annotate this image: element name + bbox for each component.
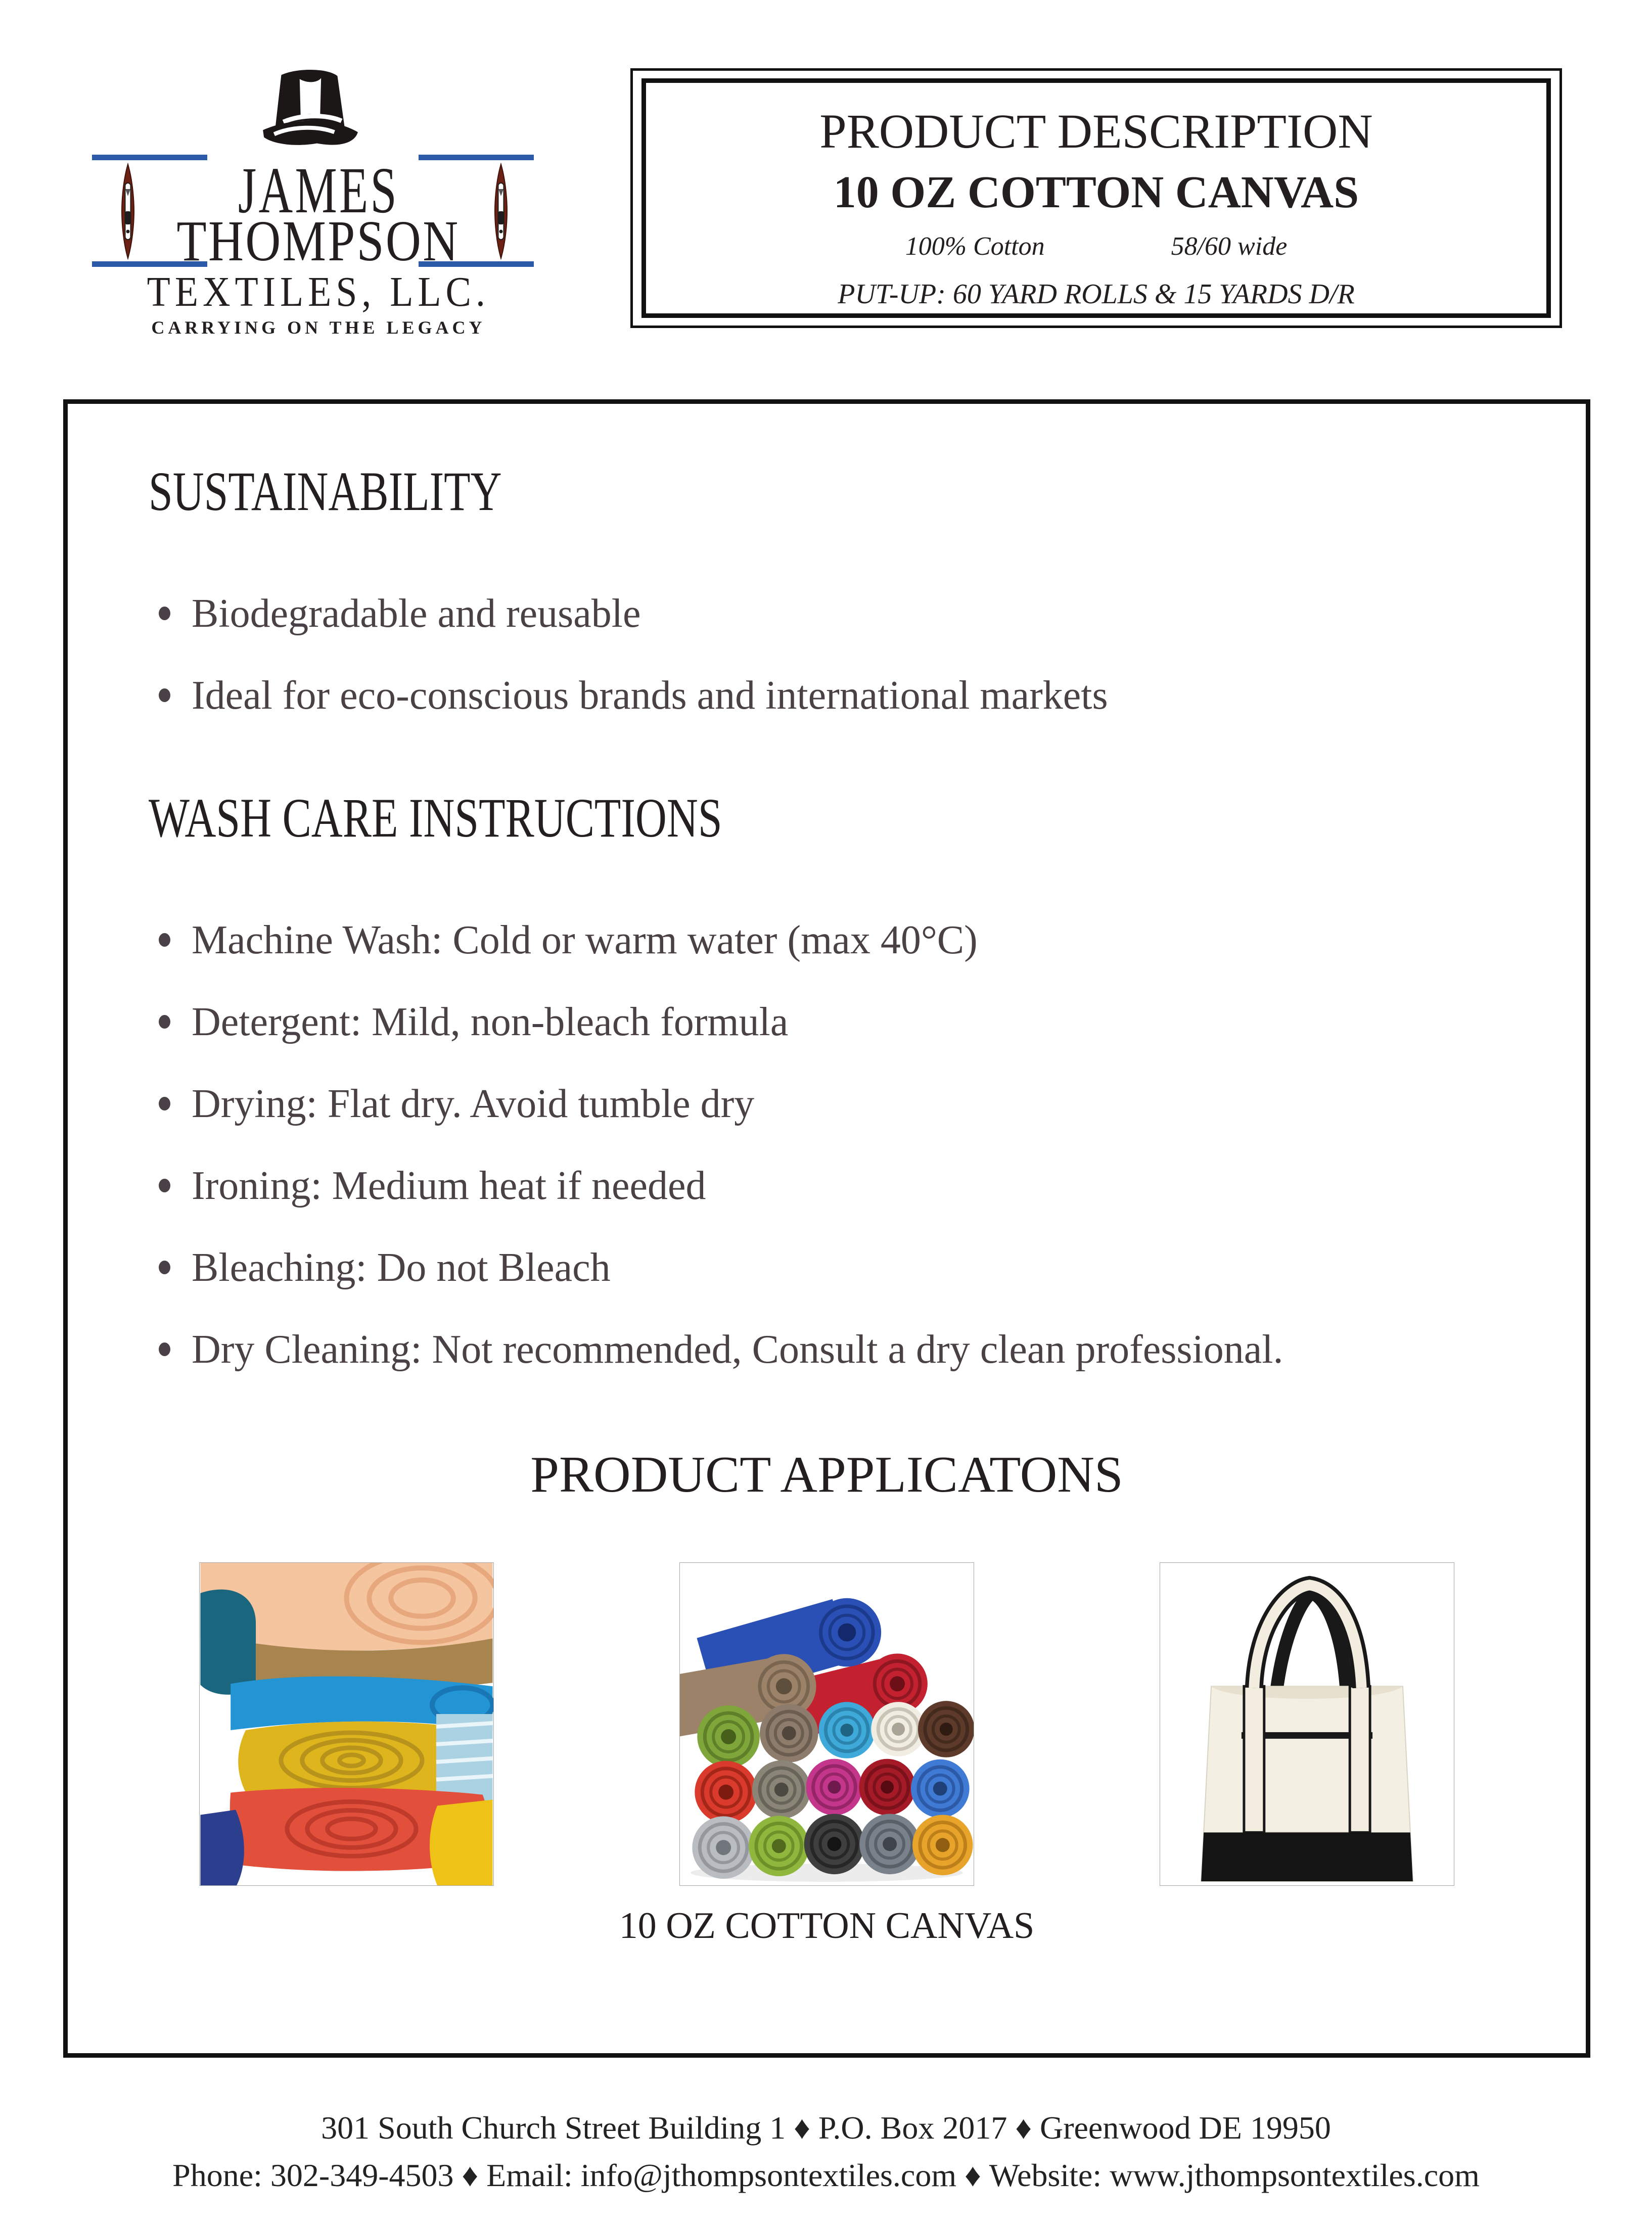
bullet-dot	[159, 1097, 170, 1110]
diamond-separator: ♦	[794, 2110, 810, 2146]
tote-bag-illustration	[1160, 1563, 1454, 1885]
footer-website: Website: www.jthompsontextiles.com	[989, 2157, 1480, 2193]
bullet-dot	[159, 1261, 170, 1274]
bullet-text: Biodegradable and reusable	[192, 591, 641, 636]
top-hat-icon	[257, 67, 364, 158]
bullet-dot	[159, 1342, 170, 1356]
list-item	[149, 592, 1505, 635]
footer-address-line	[0, 2109, 1652, 2148]
logo-name-line2: THOMPSON	[176, 209, 461, 273]
list-item	[149, 674, 1505, 717]
product-specs	[646, 234, 1546, 260]
company-logo	[86, 60, 551, 358]
list-item	[149, 919, 1505, 961]
list-item	[149, 1001, 1505, 1043]
list-item	[149, 1328, 1505, 1371]
bullet-text: Drying: Flat dry. Avoid tumble dry	[192, 1082, 755, 1126]
bullet-dot	[159, 607, 170, 620]
sustainability-list	[149, 592, 1505, 717]
logo-name-line3: TEXTILES, LLC.	[147, 268, 490, 315]
footer-city: Greenwood DE 19950	[1039, 2110, 1331, 2146]
footer-contact-line	[0, 2156, 1652, 2195]
product-name: 10 OZ COTTON CANVAS	[833, 167, 1359, 217]
logo-name-line1: JAMES	[238, 154, 399, 227]
list-item	[149, 1165, 1505, 1207]
bullet-text: Dry Cleaning: Not recommended, Consult a dry clean professional.	[192, 1327, 1283, 1372]
applications-heading: PRODUCT APPLICATONS	[530, 1446, 1123, 1503]
bullet-text: Bleaching: Do not Bleach	[192, 1245, 611, 1290]
sustainability-heading: SUSTAINABILITY	[149, 460, 502, 522]
diamond-separator: ♦	[1015, 2110, 1032, 2146]
bullet-dot	[159, 1015, 170, 1029]
wash-care-heading: WASH CARE INSTRUCTIONS	[149, 787, 722, 849]
bullet-dot	[159, 688, 170, 702]
footer-pobox: P.O. Box 2017	[818, 2110, 1007, 2146]
logo-tagline: CARRYING ON THE LEGACY	[151, 317, 486, 338]
product-description-inner-border	[641, 78, 1551, 318]
list-item	[149, 1083, 1505, 1125]
fabric-rolls-image	[199, 1562, 494, 1886]
fabric-rolls-illustration	[200, 1563, 493, 1885]
bullet-dot	[159, 933, 170, 947]
product-putup: PUT-UP: 60 YARD ROLLS & 15 YARDS D/R	[838, 279, 1355, 310]
bullet-text: Ironing: Medium heat if needed	[192, 1164, 706, 1208]
bullet-text: Ideal for eco-conscious brands and international markets	[192, 673, 1108, 718]
bullet-dot	[159, 1179, 170, 1192]
product-description-title: PRODUCT DESCRIPTION	[819, 104, 1373, 158]
spec-width: 58/60 wide	[1171, 232, 1288, 261]
wash-care-list	[149, 919, 1505, 1371]
spec-fiber: 100% Cotton	[905, 232, 1045, 261]
diamond-separator: ♦	[965, 2157, 981, 2193]
image-caption: 10 OZ COTTON CANVAS	[619, 1905, 1035, 1947]
footer-street: 301 South Church Street Building 1	[321, 2110, 786, 2146]
felt-rolls-illustration	[680, 1563, 974, 1885]
tote-bag-image	[1160, 1562, 1454, 1886]
felt-rolls-image	[679, 1562, 974, 1886]
content-box	[63, 399, 1590, 2058]
footer-phone: Phone: 302-349-4503	[172, 2157, 454, 2193]
footer-email: Email: info@jthompsontextiles.com	[486, 2157, 957, 2193]
diamond-separator: ♦	[462, 2157, 479, 2193]
applications-image-row	[149, 1562, 1505, 1886]
bullet-text: Detergent: Mild, non-bleach formula	[192, 1000, 789, 1044]
list-item	[149, 1246, 1505, 1289]
product-description-box	[630, 68, 1562, 328]
bullet-text: Machine Wash: Cold or warm water (max 40°C)	[192, 918, 978, 962]
